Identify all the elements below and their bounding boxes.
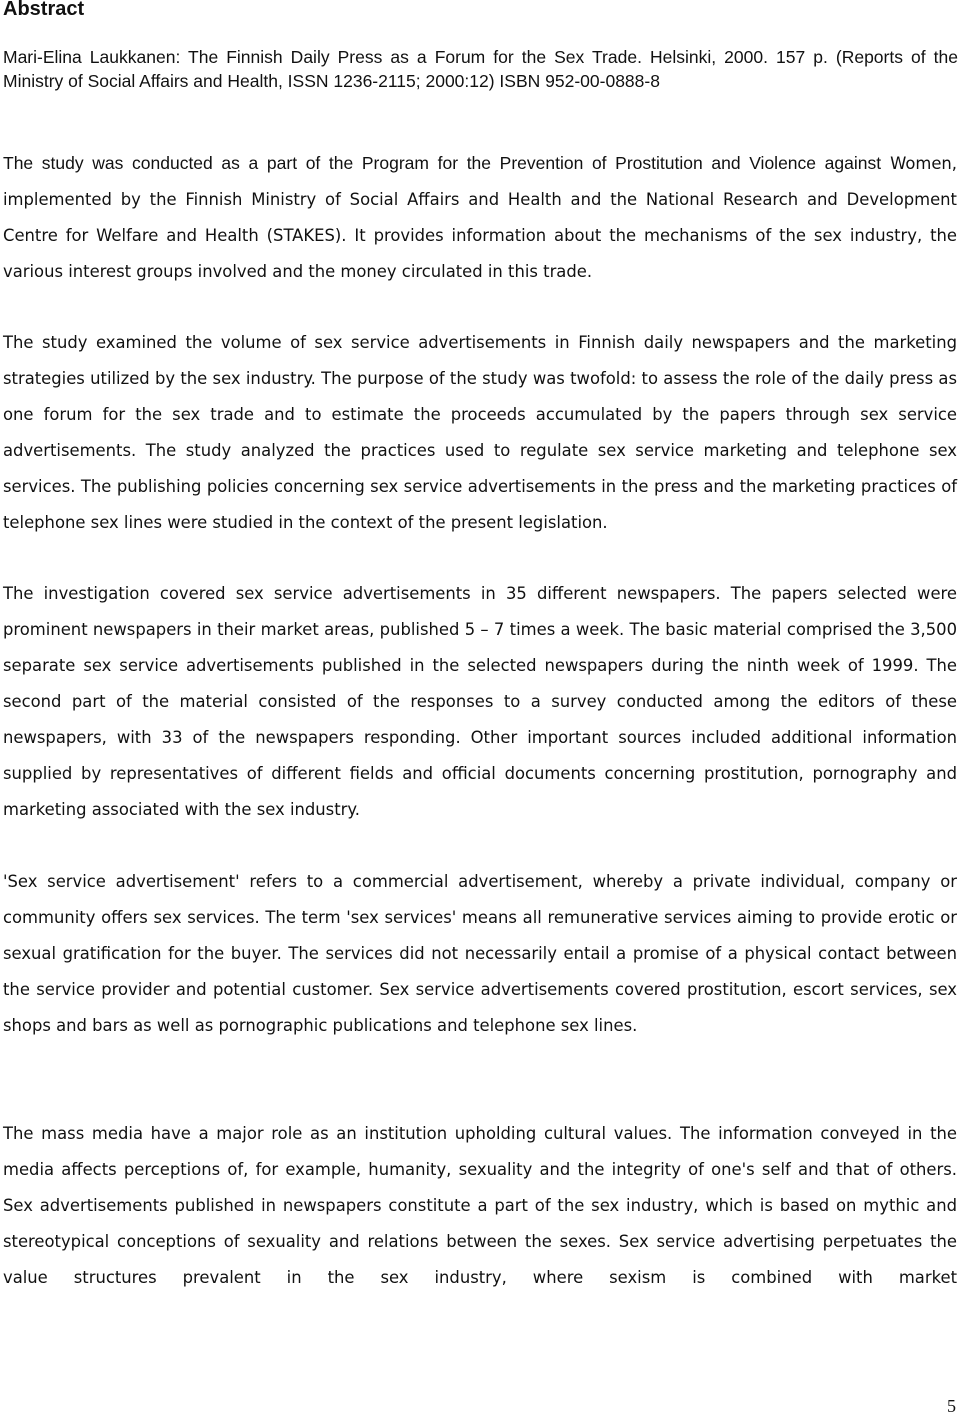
paragraph-lead-text: The study was conducted as a part of the Program for the Prevention of Prostitution and Violence against (3, 153, 882, 173)
page-number: 5 (947, 1396, 956, 1416)
bibliographic-citation: Mari-Elina Laukkanen: The Finnish Daily Press as a Forum for the Sex Trade. Helsinki, 2000. 157 p. (Reports of the Ministry of Social Affairs and Health, ISSN 1236-2115; 2000:12) ISBN 952-00-0888-8 (3, 47, 958, 91)
abstract-paragraph-1 (3, 145, 957, 290)
abstract-paragraph-5: The mass media have a major role as an institution upholding cultural values. The information conveyed in the media affects perceptions of, for example, humanity, sexuality and the integrity of one's self and that of others. Sex advertisements published in newspapers constitute a part of the sex industry, which is based on mythic and stereotypical conceptions of sexuality and relations between the sexes. Sex service advertising perpetuates the value structures prevalent in the sex industry, where sexism is combined with market (3, 1124, 957, 1287)
page-title: Abstract (3, 0, 85, 20)
paragraph-text: Women, implemented by the Finnish Ministry of Social Affairs and Health and the National Research and Development Centre for Welfare and Health (STAKES). It provides information about the mechanisms of the sex industry, the various interest groups involved and the money circulated in this trade. (3, 154, 958, 281)
abstract-paragraph-4: 'Sex service advertisement' refers to a commercial advertisement, whereby a private individual, company or community offers sex services. The term 'sex services' means all remunerative services aiming to provide erotic or sexual gratification for the buyer. The services did not necessarily entail a promise of a physical contact between the service provider and potential customer. Sex service advertisements covered prostitution, escort services, sex shops and bars as well as pornographic publications and telephone sex lines. (3, 872, 957, 1035)
abstract-paragraph-3: The investigation covered sex service advertisements in 35 different newspapers. The papers selected were prominent newspapers in their market areas, published 5 – 7 times a week. The basic material comprised the 3,500 separate sex service advertisements published in the selected newspapers during the ninth week of 1999. The second part of the material consisted of the responses to a survey conducted among the editors of these newspapers, with 33 of the newspapers responding. Other important sources included additional information supplied by representatives of different fields and official documents concerning prostitution, pornography and marketing associated with the sex industry. (3, 584, 957, 819)
abstract-paragraph-2: The study examined the volume of sex service advertisements in Finnish daily newspapers and the marketing strategies utilized by the sex industry. The purpose of the study was twofold: to assess the role of the daily press as one forum for the sex trade and to estimate the proceeds accumulated by the papers through sex service advertisements. The study analyzed the practices used to regulate sex service marketing and telephone sex services. The publishing policies concerning sex service advertisements in the press and the marketing practices of telephone sex lines were studied in the context of the present legislation. (3, 333, 957, 532)
